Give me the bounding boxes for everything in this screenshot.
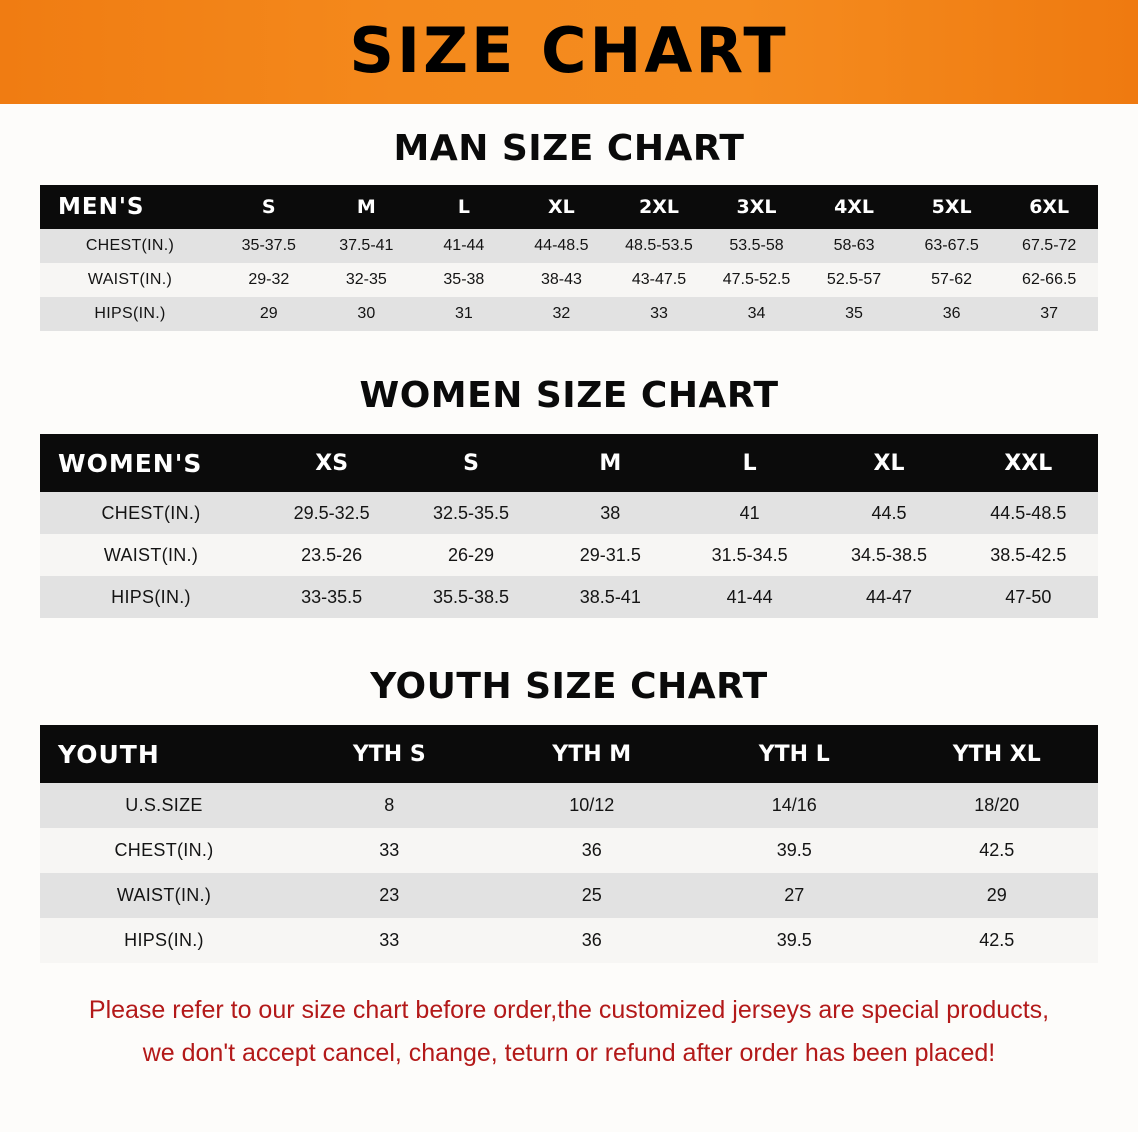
men-size-table: [40, 185, 1098, 331]
table-row: [40, 492, 1098, 534]
disclaimer-line-1: Please refer to our size chart before order,the customized jerseys are special products,: [88, 996, 1050, 1024]
men-header-xl: XL: [513, 185, 611, 229]
women-waist-l: 31.5-34.5: [680, 534, 819, 576]
men-hips-xl: 32: [513, 297, 611, 331]
men-waist-s: 29-32: [220, 263, 318, 297]
men-header-s: S: [220, 185, 318, 229]
men-chest-2xl: 48.5-53.5: [610, 229, 708, 263]
table-row: [40, 297, 1098, 331]
youth-ussize-s: 8: [288, 783, 491, 828]
men-header-label: MEN'S: [40, 185, 220, 229]
men-header-3xl: 3XL: [708, 185, 806, 229]
men-header-m: M: [318, 185, 416, 229]
youth-waist-s: 23: [288, 873, 491, 918]
women-header-label: WOMEN'S: [40, 434, 262, 492]
men-chest-3xl: 53.5-58: [708, 229, 806, 263]
women-hips-xs: 33-35.5: [262, 576, 401, 618]
table-row: [40, 783, 1098, 828]
youth-header-label: YOUTH: [40, 725, 288, 783]
youth-row-label-ussize: U.S.SIZE: [40, 783, 288, 828]
women-waist-xxl: 38.5-42.5: [959, 534, 1098, 576]
youth-chest-xl: 42.5: [896, 828, 1099, 873]
men-header-5xl: 5XL: [903, 185, 1001, 229]
women-header-xl: XL: [819, 434, 958, 492]
women-chest-m: 38: [541, 492, 680, 534]
men-chest-4xl: 58-63: [805, 229, 903, 263]
table-row: [40, 576, 1098, 618]
men-row-label-waist: WAIST(IN.): [40, 263, 220, 297]
youth-header-xl: YTH XL: [896, 725, 1099, 783]
table-row: [40, 873, 1098, 918]
women-chest-xxl: 44.5-48.5: [959, 492, 1098, 534]
youth-row-label-hips: HIPS(IN.): [40, 918, 288, 963]
men-hips-2xl: 33: [610, 297, 708, 331]
women-hips-l: 41-44: [680, 576, 819, 618]
women-hips-s: 35.5-38.5: [401, 576, 540, 618]
women-chest-s: 32.5-35.5: [401, 492, 540, 534]
youth-ussize-l: 14/16: [693, 783, 896, 828]
women-header-s: S: [401, 434, 540, 492]
men-row-label-chest: CHEST(IN.): [40, 229, 220, 263]
men-chest-l: 41-44: [415, 229, 513, 263]
youth-header-s: YTH S: [288, 725, 491, 783]
women-header-m: M: [541, 434, 680, 492]
men-chest-m: 37.5-41: [318, 229, 416, 263]
youth-chest-m: 36: [491, 828, 694, 873]
youth-hips-xl: 42.5: [896, 918, 1099, 963]
women-header-xxl: XXL: [959, 434, 1098, 492]
youth-hips-l: 39.5: [693, 918, 896, 963]
youth-waist-l: 27: [693, 873, 896, 918]
women-section-title: WOMEN SIZE CHART: [359, 375, 779, 416]
youth-header-l: YTH L: [693, 725, 896, 783]
women-waist-m: 29-31.5: [541, 534, 680, 576]
table-header-row: [40, 725, 1098, 783]
women-hips-m: 38.5-41: [541, 576, 680, 618]
youth-chest-l: 39.5: [693, 828, 896, 873]
men-chest-xl: 44-48.5: [513, 229, 611, 263]
men-chest-6xl: 67.5-72: [1000, 229, 1098, 263]
table-row: [40, 229, 1098, 263]
table-row: [40, 918, 1098, 963]
men-waist-3xl: 47.5-52.5: [708, 263, 806, 297]
women-waist-s: 26-29: [401, 534, 540, 576]
page-title: SIZE CHART: [349, 14, 789, 87]
women-waist-xl: 34.5-38.5: [819, 534, 958, 576]
men-waist-6xl: 62-66.5: [1000, 263, 1098, 297]
youth-row-label-chest: CHEST(IN.): [40, 828, 288, 873]
men-waist-l: 35-38: [415, 263, 513, 297]
women-row-label-waist: WAIST(IN.): [40, 534, 262, 576]
youth-waist-m: 25: [491, 873, 694, 918]
men-hips-6xl: 37: [1000, 297, 1098, 331]
men-header-6xl: 6XL: [1000, 185, 1098, 229]
women-chest-xs: 29.5-32.5: [262, 492, 401, 534]
youth-header-m: YTH M: [491, 725, 694, 783]
men-chest-5xl: 63-67.5: [903, 229, 1001, 263]
women-row-label-hips: HIPS(IN.): [40, 576, 262, 618]
women-waist-xs: 23.5-26: [262, 534, 401, 576]
women-hips-xl: 44-47: [819, 576, 958, 618]
men-chest-s: 35-37.5: [220, 229, 318, 263]
youth-hips-m: 36: [491, 918, 694, 963]
table-header-row: [40, 434, 1098, 492]
table-row: [40, 263, 1098, 297]
youth-section-title: YOUTH SIZE CHART: [370, 666, 768, 707]
men-hips-5xl: 36: [903, 297, 1001, 331]
women-header-l: L: [680, 434, 819, 492]
men-header-l: L: [415, 185, 513, 229]
women-chest-xl: 44.5: [819, 492, 958, 534]
youth-row-label-waist: WAIST(IN.): [40, 873, 288, 918]
women-chest-l: 41: [680, 492, 819, 534]
disclaimer-note: [69, 989, 1069, 1074]
men-waist-5xl: 57-62: [903, 263, 1001, 297]
men-hips-m: 30: [318, 297, 416, 331]
youth-waist-xl: 29: [896, 873, 1099, 918]
youth-hips-s: 33: [288, 918, 491, 963]
women-size-table: [40, 434, 1098, 618]
youth-ussize-xl: 18/20: [896, 783, 1099, 828]
men-hips-s: 29: [220, 297, 318, 331]
men-waist-m: 32-35: [318, 263, 416, 297]
men-row-label-hips: HIPS(IN.): [40, 297, 220, 331]
men-waist-xl: 38-43: [513, 263, 611, 297]
table-row: [40, 534, 1098, 576]
disclaimer-line-2: we don't accept cancel, change, teturn or refund after order has been placed!: [142, 1038, 996, 1067]
men-hips-3xl: 34: [708, 297, 806, 331]
men-waist-2xl: 43-47.5: [610, 263, 708, 297]
men-hips-4xl: 35: [805, 297, 903, 331]
banner: [0, 0, 1138, 104]
women-row-label-chest: CHEST(IN.): [40, 492, 262, 534]
men-section-title: MAN SIZE CHART: [393, 128, 745, 169]
women-hips-xxl: 47-50: [959, 576, 1098, 618]
women-size-table-wrapper: [40, 434, 1098, 618]
table-row: [40, 828, 1098, 873]
youth-ussize-m: 10/12: [491, 783, 694, 828]
youth-size-table: [40, 725, 1098, 963]
women-header-xs: XS: [262, 434, 401, 492]
men-size-table-wrapper: [40, 185, 1098, 331]
men-waist-4xl: 52.5-57: [805, 263, 903, 297]
youth-size-table-wrapper: [40, 725, 1098, 963]
youth-chest-s: 33: [288, 828, 491, 873]
men-header-2xl: 2XL: [610, 185, 708, 229]
men-header-4xl: 4XL: [805, 185, 903, 229]
men-hips-l: 31: [415, 297, 513, 331]
table-header-row: [40, 185, 1098, 229]
